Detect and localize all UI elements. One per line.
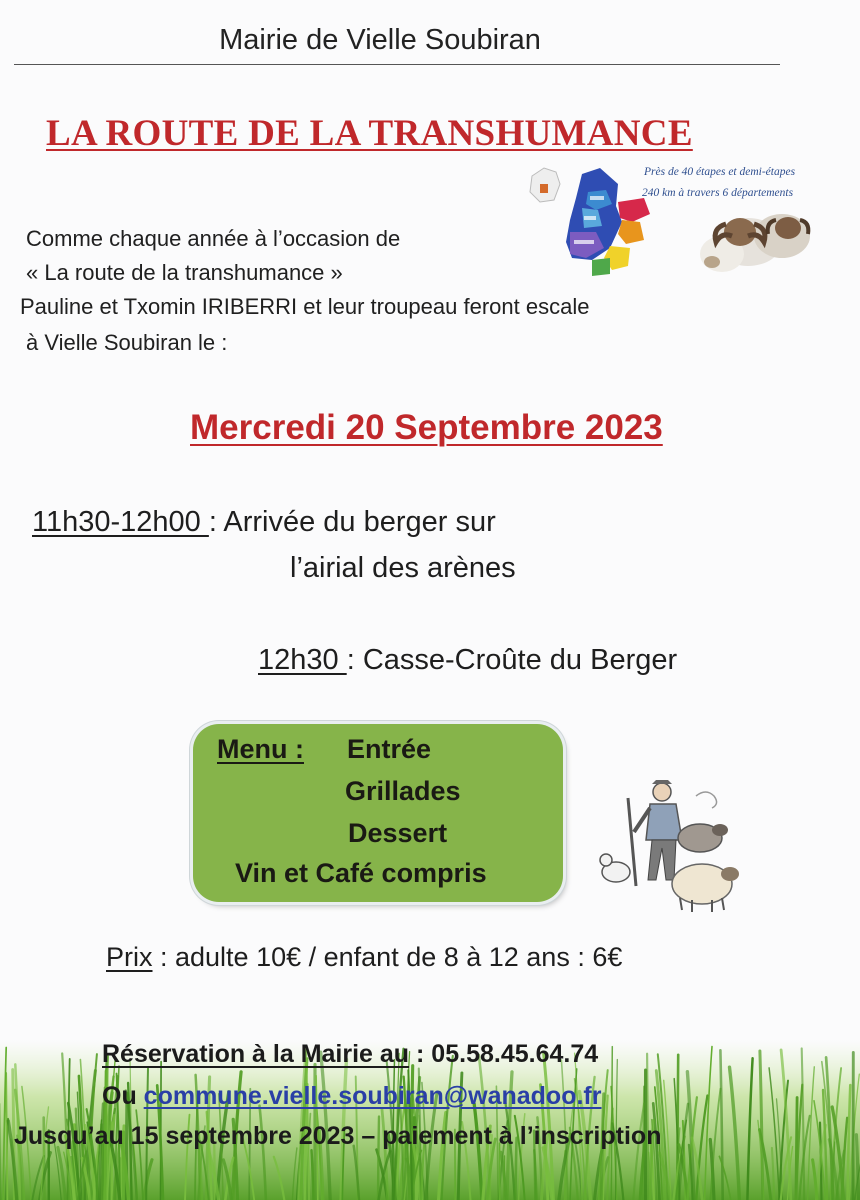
email-link[interactable]: commune.vielle.soubiran@wanadoo.fr: [143, 1082, 602, 1110]
grass-blade: [504, 1156, 505, 1200]
intro-line: « La route de la transhumance »: [26, 260, 343, 285]
email-prefix: Ou: [102, 1082, 144, 1110]
menu-box: [193, 724, 563, 902]
schedule-text: Casse-Croûte du Berger: [362, 644, 678, 676]
schedule-text: Arrivée du berger sur: [223, 506, 496, 538]
intro-line: Comme chaque année à l’occasion de: [26, 226, 401, 251]
menu-item: Dessert: [348, 818, 448, 848]
price-text: : adulte 10€ / enfant de 8 à 12 ans : 6€: [152, 942, 623, 972]
reservation-phone: : 05.58.45.64.74: [409, 1040, 599, 1068]
main-title: LA ROUTE DE LA TRANSHUMANCE: [46, 113, 693, 154]
region-map-illustration: [526, 162, 822, 290]
header-title: Mairie de Vielle Soubiran: [219, 24, 541, 56]
map-caption-stages: Près de 40 étapes et demi-étapes: [644, 166, 796, 178]
reservation-line: [102, 1040, 598, 1069]
intro-line: Pauline et Txomin IRIBERRI et leur troupeau feront escale: [20, 294, 590, 319]
email-line: [102, 1082, 601, 1111]
schedule-text-continued: l’airial des arènes: [290, 552, 516, 584]
schedule-item-meal: [258, 644, 677, 677]
menu-item: Grillades: [345, 776, 461, 806]
schedule-time: 11h30-12h00: [32, 506, 209, 538]
menu-item: Vin et Café compris: [235, 858, 487, 888]
shepherd-with-dog-illustration: [596, 776, 752, 916]
schedule-time: 12h30: [258, 644, 347, 676]
price-label: Prix: [106, 942, 153, 972]
map-caption-distance: 240 km à travers 6 départements: [642, 187, 794, 199]
deadline-line: Jusqu’au 15 septembre 2023 – paiement à l’inscription: [14, 1122, 662, 1150]
schedule-separator: :: [208, 506, 224, 538]
menu-label: Menu :: [217, 734, 304, 764]
event-date: Mercredi 20 Septembre 2023: [190, 408, 663, 447]
schedule-separator: :: [346, 644, 363, 676]
price-line: [106, 942, 622, 973]
header-divider: [14, 64, 780, 65]
reservation-label: Réservation à la Mairie au: [102, 1040, 410, 1068]
menu-item: Entrée: [347, 734, 432, 764]
intro-line: à Vielle Soubiran le :: [26, 330, 228, 355]
grass-blade: [6, 1073, 7, 1200]
schedule-item-arrival: [32, 506, 496, 539]
